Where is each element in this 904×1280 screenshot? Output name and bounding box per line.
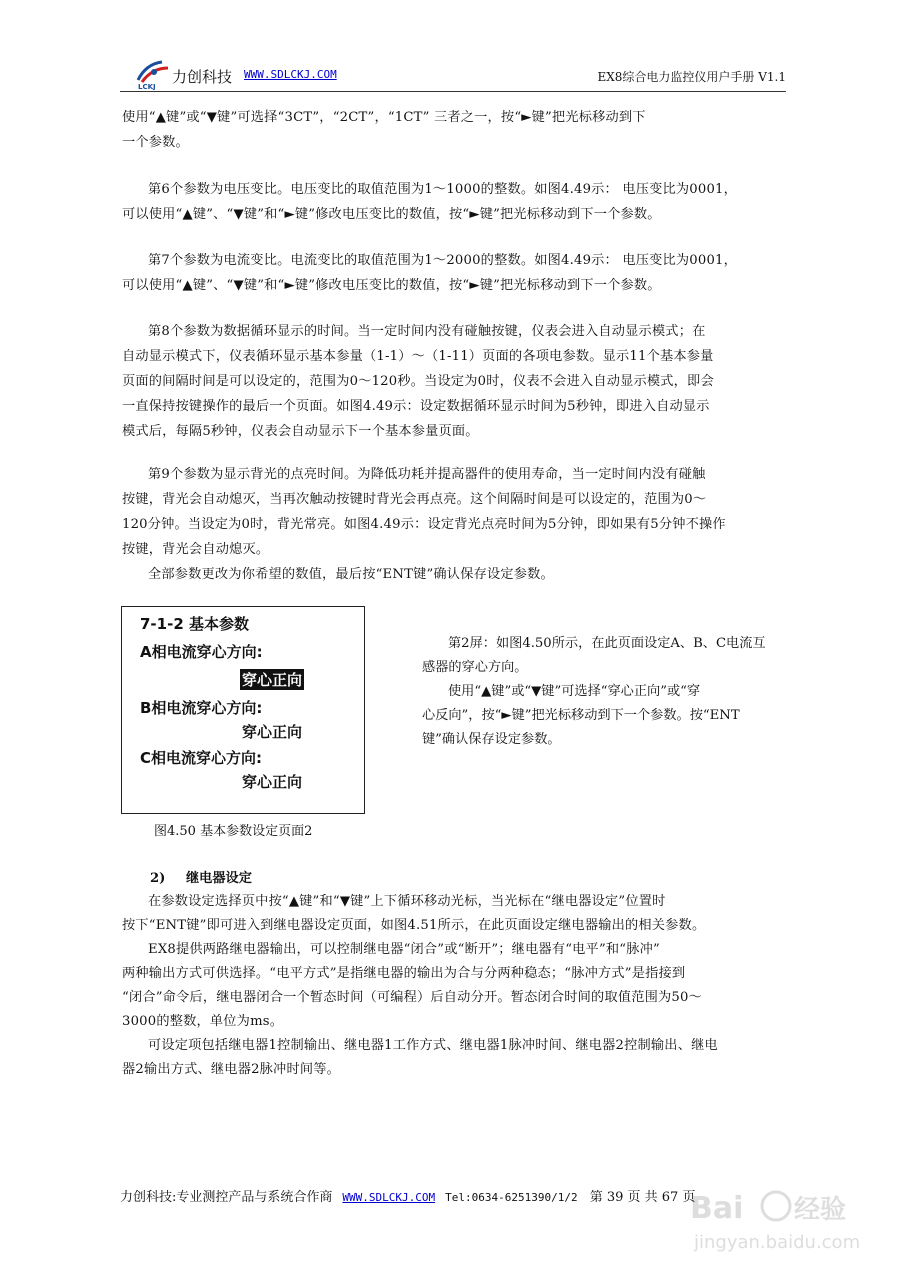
lcd-a-label: A相电流穿心方向: [140, 643, 263, 661]
section-number: 2) [150, 871, 166, 886]
page-header [120, 58, 786, 90]
paragraph-current-ratio: 第7个参数为电流变比。电流变比的取值范围为1～2000的整数。如图4.49示： 电压变比为0001， 可以使用“▲键”、“▼键”和“►键”修改电压变比的数值，按“►键”把光标移动到下一个参数。 [122, 253, 738, 293]
lcd-c-label: C相电流穿心方向: [140, 749, 263, 767]
lckj-logo-icon [132, 58, 172, 90]
lcd-b-value: 穿心正向 [242, 723, 303, 741]
side-paragraph-select: 使用“▲键”或“▼键”可选择“穿心正向”或“穿 心反向”，按“►键”把光标移动到下一个参数。按“ENT 键”确认保存设定参数。 [422, 684, 740, 747]
paragraph-backlight: 第9个参数为显示背光的点亮时间。为降低功耗并提高器件的使用寿命，当一定时间内没有碰触 按键，背光会自动熄灭，当再次触动按键时背光会再点亮。这个间隔时间是可以设定的，范围为0～ 120分钟。当设定为0时，背光常亮。如图4.49示：设定背光点亮时间为5分钟，即如果有5分钟不操作 按键，背光会自动熄灭。 全部参数更改为你希望的数值，最后按“ENT键”确认保存设定参数。 [122, 467, 726, 582]
paragraph-relay-enter: 在参数设定选择页中按“▲键”和“▼键”上下循环移动光标，当光标在“继电器设定”位置时 按下“ENT键”即可进入到继电器设定页面，如图4.51所示，在此页面设定继电器输出的相关参数。 [122, 894, 706, 933]
paragraph-relay-output: EX8提供两路继电器输出，可以控制继电器“闭合”或“断开”；继电器有“电平”和“脉冲” 两种输出方式可供选择。“电平方式”是指继电器的输出为合与分两种稳态；“脉冲方式”是指接到 “闭合”命令后，继电器闭合一个暂态时间（可编程）后自动分开。暂态闭合时间的取值范围为50～ 3000的整数，单位为ms。 [122, 942, 702, 1029]
footer-page-number: 第 39 页 共 67 页 [589, 1190, 696, 1205]
lcd-c-value: 穿心正向 [242, 773, 303, 791]
footer-tel: Tel:0634-6251390/1/2 [445, 1191, 578, 1204]
figure-caption: 图4.50 基本参数设定页面2 [154, 824, 313, 839]
lcd-title: 7-1-2 基本参数 [140, 615, 249, 633]
baidu-jingyan-watermark-icon [690, 1184, 870, 1256]
footer-url-link[interactable]: WWW.SDLCKJ.COM [342, 1191, 436, 1204]
section-title: 继电器设定 [186, 871, 252, 886]
svg-text:jingyan.baidu.com: jingyan.baidu.com [694, 1232, 861, 1253]
side-paragraph-screen2: 第2屏：如图4.50所示，在此页面设定A、B、C电流互 感器的穿心方向。 [422, 636, 766, 675]
brand-name: 力创科技 [172, 68, 233, 86]
paragraph-cycle-display: 第8个参数为数据循环显示的时间。当一定时间内没有碰触按键，仪表会进入自动显示模式；在 自动显示模式下，仪表循环显示基本参量（1-1）～（1-11）页面的各项电参数。显示11个基本参量 页面的间隔时间是可以设定的，范围为0～120秒。当设定为0时，仪表不会进入自动显示模式，即会 一直保持按键操作的最后一个页面。如图4.49示：设定数据循环显示时间为5秒钟，即进入自动显示 模式后，每隔5秒钟，仪表会自动显示下一个基本参量页面。 [122, 324, 714, 439]
section-heading [150, 867, 252, 886]
header-url-link[interactable]: WWW.SDLCKJ.COM [244, 68, 337, 81]
svg-text:Bai: Bai [690, 1191, 744, 1226]
paragraph-voltage-ratio: 第6个参数为电压变比。电压变比的取值范围为1～1000的整数。如图4.49示： 电压变比为0001， 可以使用“▲键”、“▼键”和“►键”修改电压变比的数值，按“►键”把光标移动到下一个参数。 [122, 182, 738, 222]
paragraph-ct-select: 使用“▲键”或“▼键”可选择“3CT”，“2CT”，“1CT” 三者之一，按“►键”把光标移动到下 一个参数。 [122, 110, 646, 150]
svg-text:经验: 经验 [794, 1195, 847, 1225]
manual-title: EX8综合电力监控仪用户手册 V1.1 [597, 70, 786, 84]
header-divider [120, 91, 786, 92]
lcd-a-value: 穿心正向 [242, 671, 303, 689]
logo-text: LCKJ [138, 83, 156, 90]
footer-slogan: 力创科技:专业测控产品与系统合作商 [120, 1190, 333, 1205]
lcd-b-label: B相电流穿心方向: [140, 699, 263, 717]
lcd-screen-figure [121, 606, 365, 814]
paragraph-relay-items: 可设定项包括继电器1控制输出、继电器1工作方式、继电器1脉冲时间、继电器2控制输出、继电 器2输出方式、继电器2脉冲时间等。 [122, 1038, 718, 1077]
